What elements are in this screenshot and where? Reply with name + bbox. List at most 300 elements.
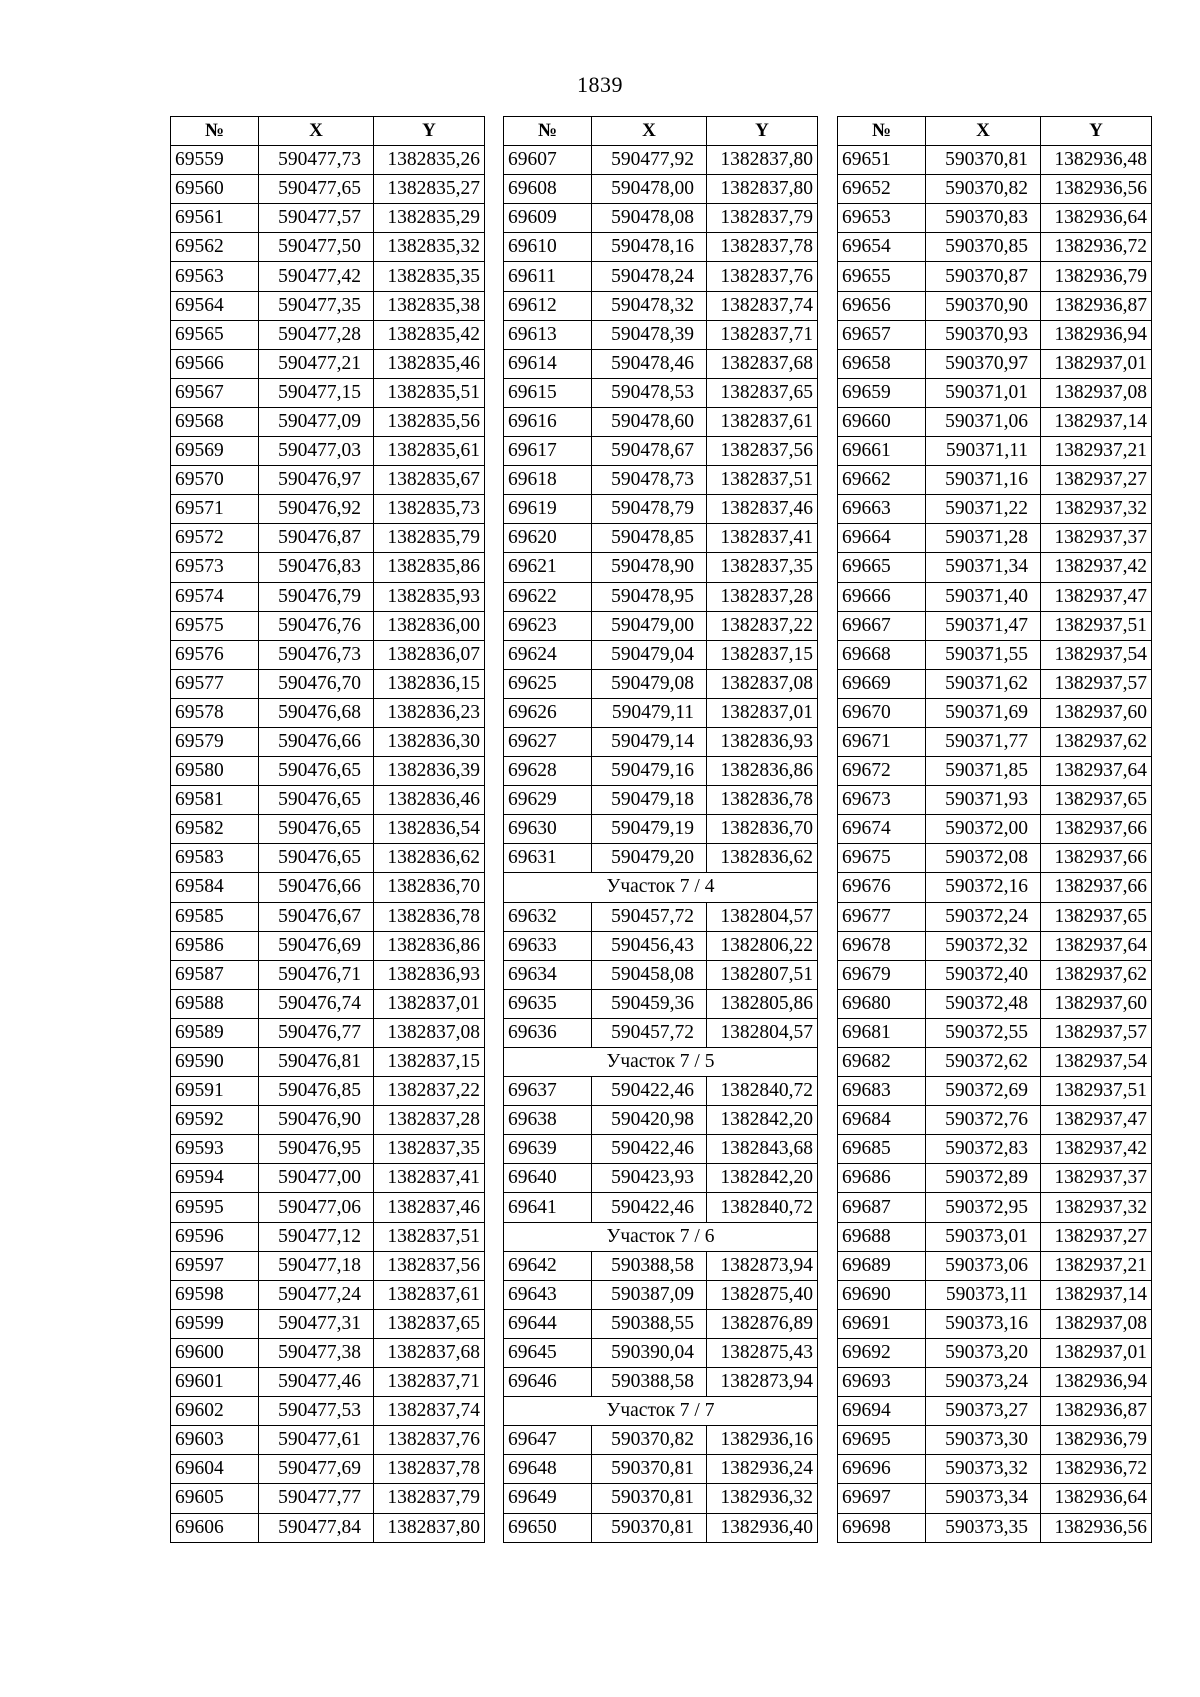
- point-number: 69617: [504, 437, 592, 466]
- y-coordinate: 1382937,47: [1041, 582, 1152, 611]
- y-coordinate: 1382875,43: [707, 1338, 818, 1367]
- point-number: 69610: [504, 233, 592, 262]
- y-coordinate: 1382837,22: [707, 611, 818, 640]
- table-row: [838, 524, 1152, 553]
- section-header-row: [504, 1048, 818, 1077]
- x-coordinate: 590479,04: [592, 640, 707, 669]
- table-row: [504, 611, 818, 640]
- table-row: [838, 1368, 1152, 1397]
- point-number: 69647: [504, 1426, 592, 1455]
- y-coordinate: 1382836,70: [374, 873, 485, 902]
- section-title: Участок 7 / 5: [504, 1048, 818, 1077]
- x-coordinate: 590371,06: [926, 407, 1041, 436]
- y-coordinate: 1382835,38: [374, 291, 485, 320]
- table-row: [504, 291, 818, 320]
- y-coordinate: 1382937,08: [1041, 1309, 1152, 1338]
- x-coordinate: 590478,60: [592, 407, 707, 436]
- y-coordinate: 1382837,65: [374, 1309, 485, 1338]
- point-number: 69653: [838, 204, 926, 233]
- y-coordinate: 1382837,22: [374, 1077, 485, 1106]
- table-row: [504, 1338, 818, 1367]
- table-row: [171, 495, 485, 524]
- y-coordinate: 1382937,14: [1041, 1280, 1152, 1309]
- point-number: 69590: [171, 1048, 259, 1077]
- point-number: 69612: [504, 291, 592, 320]
- point-number: 69560: [171, 175, 259, 204]
- y-coordinate: 1382837,61: [707, 407, 818, 436]
- y-coordinate: 1382937,08: [1041, 378, 1152, 407]
- point-number: 69674: [838, 815, 926, 844]
- x-coordinate: 590478,46: [592, 349, 707, 378]
- x-coordinate: 590371,01: [926, 378, 1041, 407]
- y-coordinate: 1382837,79: [707, 204, 818, 233]
- point-number: 69692: [838, 1338, 926, 1367]
- point-number: 69645: [504, 1338, 592, 1367]
- y-coordinate: 1382837,80: [707, 175, 818, 204]
- table-row: [838, 1048, 1152, 1077]
- point-number: 69628: [504, 757, 592, 786]
- section-title: Участок 7 / 4: [504, 873, 818, 902]
- x-coordinate: 590476,74: [259, 989, 374, 1018]
- table-row: [504, 931, 818, 960]
- table-row: [171, 1222, 485, 1251]
- point-number: 69679: [838, 960, 926, 989]
- point-number: 69686: [838, 1164, 926, 1193]
- y-coordinate: 1382936,94: [1041, 1368, 1152, 1397]
- y-coordinate: 1382837,76: [374, 1426, 485, 1455]
- x-coordinate: 590476,65: [259, 786, 374, 815]
- table-row: [171, 233, 485, 262]
- point-number: 69694: [838, 1397, 926, 1426]
- table-row: [838, 1106, 1152, 1135]
- table-row: [171, 873, 485, 902]
- table-row: [171, 262, 485, 291]
- y-coordinate: 1382836,15: [374, 669, 485, 698]
- point-number: 69573: [171, 553, 259, 582]
- point-number: 69591: [171, 1077, 259, 1106]
- point-number: 69599: [171, 1309, 259, 1338]
- x-coordinate: 590387,09: [592, 1280, 707, 1309]
- table-row: [504, 146, 818, 175]
- x-coordinate: 590476,65: [259, 844, 374, 873]
- table-row: [838, 1164, 1152, 1193]
- table-row: [171, 1426, 485, 1455]
- table-row: [504, 902, 818, 931]
- table-row: [838, 1280, 1152, 1309]
- y-coordinate: 1382936,87: [1041, 1397, 1152, 1426]
- x-coordinate: 590458,08: [592, 960, 707, 989]
- table-row: [838, 669, 1152, 698]
- x-coordinate: 590477,12: [259, 1222, 374, 1251]
- x-coordinate: 590423,93: [592, 1164, 707, 1193]
- x-coordinate: 590477,61: [259, 1426, 374, 1455]
- table-row: [171, 349, 485, 378]
- section-header-row: [504, 873, 818, 902]
- point-number: 69559: [171, 146, 259, 175]
- point-number: 69586: [171, 931, 259, 960]
- y-coordinate: 1382937,54: [1041, 1048, 1152, 1077]
- y-coordinate: 1382837,51: [374, 1222, 485, 1251]
- point-number: 69589: [171, 1018, 259, 1047]
- point-number: 69574: [171, 582, 259, 611]
- table-row: [838, 931, 1152, 960]
- point-number: 69633: [504, 931, 592, 960]
- point-number: 69600: [171, 1338, 259, 1367]
- y-coordinate: 1382836,93: [374, 960, 485, 989]
- x-coordinate: 590388,58: [592, 1251, 707, 1280]
- x-coordinate: 590479,19: [592, 815, 707, 844]
- y-coordinate: 1382937,32: [1041, 1193, 1152, 1222]
- x-coordinate: 590479,08: [592, 669, 707, 698]
- y-coordinate: 1382836,86: [374, 931, 485, 960]
- table-row: [504, 407, 818, 436]
- y-coordinate: 1382837,08: [374, 1018, 485, 1047]
- y-coordinate: 1382936,72: [1041, 233, 1152, 262]
- table-row: [838, 204, 1152, 233]
- table-row: [171, 466, 485, 495]
- point-number: 69622: [504, 582, 592, 611]
- x-coordinate: 590373,30: [926, 1426, 1041, 1455]
- y-coordinate: 1382937,01: [1041, 349, 1152, 378]
- x-coordinate: 590371,40: [926, 582, 1041, 611]
- section-header-row: [504, 1222, 818, 1251]
- point-number: 69576: [171, 640, 259, 669]
- table-row: [504, 989, 818, 1018]
- table-row: [171, 1280, 485, 1309]
- table-row: [171, 1309, 485, 1338]
- point-number: 69621: [504, 553, 592, 582]
- table-row: [171, 175, 485, 204]
- table-header-row: [171, 117, 485, 146]
- point-number: 69652: [838, 175, 926, 204]
- x-coordinate: 590478,24: [592, 262, 707, 291]
- point-number: 69657: [838, 320, 926, 349]
- y-coordinate: 1382835,56: [374, 407, 485, 436]
- y-coordinate: 1382936,72: [1041, 1455, 1152, 1484]
- point-number: 69684: [838, 1106, 926, 1135]
- x-coordinate: 590372,16: [926, 873, 1041, 902]
- y-coordinate: 1382937,37: [1041, 1164, 1152, 1193]
- table-header-row: [838, 117, 1152, 146]
- y-coordinate: 1382837,68: [707, 349, 818, 378]
- table-row: [838, 960, 1152, 989]
- x-coordinate: 590476,71: [259, 960, 374, 989]
- section-title: Участок 7 / 7: [504, 1397, 818, 1426]
- y-coordinate: 1382836,07: [374, 640, 485, 669]
- point-number: 69689: [838, 1251, 926, 1280]
- y-coordinate: 1382836,30: [374, 727, 485, 756]
- x-coordinate: 590476,95: [259, 1135, 374, 1164]
- table-row: [838, 1193, 1152, 1222]
- table-row: [504, 233, 818, 262]
- point-number: 69663: [838, 495, 926, 524]
- table-row: [838, 1222, 1152, 1251]
- x-coordinate: 590372,95: [926, 1193, 1041, 1222]
- x-coordinate: 590370,81: [592, 1455, 707, 1484]
- point-number: 69592: [171, 1106, 259, 1135]
- y-coordinate: 1382837,28: [707, 582, 818, 611]
- point-number: 69659: [838, 378, 926, 407]
- y-coordinate: 1382937,62: [1041, 727, 1152, 756]
- point-number: 69631: [504, 844, 592, 873]
- y-coordinate: 1382835,26: [374, 146, 485, 175]
- x-coordinate: 590477,15: [259, 378, 374, 407]
- point-number: 69585: [171, 902, 259, 931]
- y-coordinate: 1382937,47: [1041, 1106, 1152, 1135]
- table-row: [838, 582, 1152, 611]
- x-coordinate: 590373,01: [926, 1222, 1041, 1251]
- y-coordinate: 1382936,32: [707, 1484, 818, 1513]
- point-number: 69676: [838, 873, 926, 902]
- x-coordinate: 590370,93: [926, 320, 1041, 349]
- x-coordinate: 590478,32: [592, 291, 707, 320]
- table-row: [504, 524, 818, 553]
- point-number: 69675: [838, 844, 926, 873]
- point-number: 69588: [171, 989, 259, 1018]
- point-number: 69683: [838, 1077, 926, 1106]
- header-number: №: [838, 117, 926, 146]
- table-row: [838, 1338, 1152, 1367]
- table-row: [504, 1280, 818, 1309]
- table-row: [171, 320, 485, 349]
- x-coordinate: 590478,85: [592, 524, 707, 553]
- point-number: 69603: [171, 1426, 259, 1455]
- y-coordinate: 1382837,80: [374, 1513, 485, 1542]
- y-coordinate: 1382835,46: [374, 349, 485, 378]
- y-coordinate: 1382937,60: [1041, 989, 1152, 1018]
- x-coordinate: 590372,62: [926, 1048, 1041, 1077]
- table-row: [838, 786, 1152, 815]
- y-coordinate: 1382835,79: [374, 524, 485, 553]
- y-coordinate: 1382937,66: [1041, 844, 1152, 873]
- point-number: 69614: [504, 349, 592, 378]
- table-row: [504, 1106, 818, 1135]
- table-row: [504, 1484, 818, 1513]
- y-coordinate: 1382837,78: [707, 233, 818, 262]
- table-row: [838, 1135, 1152, 1164]
- x-coordinate: 590478,16: [592, 233, 707, 262]
- x-coordinate: 590477,42: [259, 262, 374, 291]
- table-row: [504, 349, 818, 378]
- y-coordinate: 1382837,01: [707, 698, 818, 727]
- point-number: 69577: [171, 669, 259, 698]
- y-coordinate: 1382842,20: [707, 1106, 818, 1135]
- point-number: 69620: [504, 524, 592, 553]
- x-coordinate: 590371,47: [926, 611, 1041, 640]
- table-row: [171, 902, 485, 931]
- y-coordinate: 1382837,74: [374, 1397, 485, 1426]
- y-coordinate: 1382937,27: [1041, 1222, 1152, 1251]
- point-number: 69579: [171, 727, 259, 756]
- point-number: 69566: [171, 349, 259, 378]
- x-coordinate: 590370,81: [926, 146, 1041, 175]
- y-coordinate: 1382837,78: [374, 1455, 485, 1484]
- table-row: [504, 553, 818, 582]
- x-coordinate: 590477,03: [259, 437, 374, 466]
- y-coordinate: 1382873,94: [707, 1368, 818, 1397]
- page-number: 1839: [577, 72, 623, 97]
- table-row: [504, 378, 818, 407]
- point-number: 69643: [504, 1280, 592, 1309]
- x-coordinate: 590459,36: [592, 989, 707, 1018]
- y-coordinate: 1382936,16: [707, 1426, 818, 1455]
- x-coordinate: 590372,76: [926, 1106, 1041, 1135]
- x-coordinate: 590371,93: [926, 786, 1041, 815]
- y-coordinate: 1382837,41: [374, 1164, 485, 1193]
- x-coordinate: 590477,84: [259, 1513, 374, 1542]
- y-coordinate: 1382836,93: [707, 727, 818, 756]
- point-number: 69634: [504, 960, 592, 989]
- table-row: [171, 931, 485, 960]
- x-coordinate: 590476,73: [259, 640, 374, 669]
- y-coordinate: 1382876,89: [707, 1309, 818, 1338]
- table-row: [171, 1193, 485, 1222]
- point-number: 69667: [838, 611, 926, 640]
- header-number: №: [171, 117, 259, 146]
- y-coordinate: 1382937,01: [1041, 1338, 1152, 1367]
- y-coordinate: 1382837,80: [707, 146, 818, 175]
- x-coordinate: 590476,65: [259, 757, 374, 786]
- y-coordinate: 1382837,71: [707, 320, 818, 349]
- table-row: [838, 1251, 1152, 1280]
- point-number: 69613: [504, 320, 592, 349]
- y-coordinate: 1382936,79: [1041, 262, 1152, 291]
- x-coordinate: 590371,77: [926, 727, 1041, 756]
- table-row: [504, 466, 818, 495]
- point-number: 69593: [171, 1135, 259, 1164]
- point-number: 69696: [838, 1455, 926, 1484]
- x-coordinate: 590373,35: [926, 1513, 1041, 1542]
- coordinates-table-2: [503, 116, 818, 1543]
- table-row: [504, 1077, 818, 1106]
- x-coordinate: 590477,00: [259, 1164, 374, 1193]
- x-coordinate: 590478,39: [592, 320, 707, 349]
- table-row: [171, 1397, 485, 1426]
- x-coordinate: 590370,85: [926, 233, 1041, 262]
- table-row: [504, 1193, 818, 1222]
- x-coordinate: 590477,73: [259, 146, 374, 175]
- table-row: [838, 1513, 1152, 1542]
- y-coordinate: 1382937,64: [1041, 757, 1152, 786]
- point-number: 69595: [171, 1193, 259, 1222]
- y-coordinate: 1382936,24: [707, 1455, 818, 1484]
- table-row: [504, 1455, 818, 1484]
- point-number: 69565: [171, 320, 259, 349]
- table-row: [171, 407, 485, 436]
- x-coordinate: 590457,72: [592, 1018, 707, 1047]
- x-coordinate: 590372,89: [926, 1164, 1041, 1193]
- y-coordinate: 1382837,56: [707, 437, 818, 466]
- y-coordinate: 1382937,54: [1041, 640, 1152, 669]
- x-coordinate: 590370,83: [926, 204, 1041, 233]
- x-coordinate: 590371,62: [926, 669, 1041, 698]
- point-number: 69665: [838, 553, 926, 582]
- point-number: 69561: [171, 204, 259, 233]
- x-coordinate: 590476,90: [259, 1106, 374, 1135]
- y-coordinate: 1382936,87: [1041, 291, 1152, 320]
- y-coordinate: 1382937,21: [1041, 1251, 1152, 1280]
- point-number: 69642: [504, 1251, 592, 1280]
- point-number: 69693: [838, 1368, 926, 1397]
- x-coordinate: 590479,14: [592, 727, 707, 756]
- y-coordinate: 1382936,56: [1041, 175, 1152, 204]
- table-row: [504, 262, 818, 291]
- point-number: 69654: [838, 233, 926, 262]
- x-coordinate: 590476,66: [259, 727, 374, 756]
- y-coordinate: 1382836,86: [707, 757, 818, 786]
- table-row: [171, 1135, 485, 1164]
- x-coordinate: 590422,46: [592, 1135, 707, 1164]
- x-coordinate: 590476,87: [259, 524, 374, 553]
- x-coordinate: 590422,46: [592, 1193, 707, 1222]
- x-coordinate: 590479,18: [592, 786, 707, 815]
- y-coordinate: 1382837,71: [374, 1368, 485, 1397]
- table-row: [838, 437, 1152, 466]
- table-row: [838, 1484, 1152, 1513]
- x-coordinate: 590371,85: [926, 757, 1041, 786]
- table-row: [838, 407, 1152, 436]
- x-coordinate: 590477,53: [259, 1397, 374, 1426]
- point-number: 69669: [838, 669, 926, 698]
- x-coordinate: 590478,90: [592, 553, 707, 582]
- point-number: 69619: [504, 495, 592, 524]
- table-row: [504, 960, 818, 989]
- y-coordinate: 1382837,46: [707, 495, 818, 524]
- y-coordinate: 1382837,46: [374, 1193, 485, 1222]
- y-coordinate: 1382937,62: [1041, 960, 1152, 989]
- point-number: 69575: [171, 611, 259, 640]
- x-coordinate: 590478,79: [592, 495, 707, 524]
- table-row: [171, 698, 485, 727]
- y-coordinate: 1382842,20: [707, 1164, 818, 1193]
- point-number: 69629: [504, 786, 592, 815]
- table-row: [504, 786, 818, 815]
- y-coordinate: 1382937,57: [1041, 669, 1152, 698]
- point-number: 69656: [838, 291, 926, 320]
- y-coordinate: 1382837,15: [707, 640, 818, 669]
- table-row: [504, 175, 818, 204]
- point-number: 69609: [504, 204, 592, 233]
- table-header-row: [504, 117, 818, 146]
- point-number: 69650: [504, 1513, 592, 1542]
- point-number: 69624: [504, 640, 592, 669]
- y-coordinate: 1382837,76: [707, 262, 818, 291]
- y-coordinate: 1382837,79: [374, 1484, 485, 1513]
- x-coordinate: 590477,06: [259, 1193, 374, 1222]
- point-number: 69581: [171, 786, 259, 815]
- point-number: 69632: [504, 902, 592, 931]
- table-row: [838, 175, 1152, 204]
- x-coordinate: 590476,69: [259, 931, 374, 960]
- table-row: [504, 815, 818, 844]
- y-coordinate: 1382936,40: [707, 1513, 818, 1542]
- point-number: 69637: [504, 1077, 592, 1106]
- y-coordinate: 1382937,21: [1041, 437, 1152, 466]
- x-coordinate: 590370,82: [592, 1426, 707, 1455]
- point-number: 69580: [171, 757, 259, 786]
- point-number: 69658: [838, 349, 926, 378]
- table-row: [171, 960, 485, 989]
- y-coordinate: 1382937,32: [1041, 495, 1152, 524]
- point-number: 69680: [838, 989, 926, 1018]
- y-coordinate: 1382936,94: [1041, 320, 1152, 349]
- x-coordinate: 590373,32: [926, 1455, 1041, 1484]
- table-row: [171, 1338, 485, 1367]
- header-number: №: [504, 117, 592, 146]
- y-coordinate: 1382937,57: [1041, 1018, 1152, 1047]
- table-row: [171, 582, 485, 611]
- x-coordinate: 590457,72: [592, 902, 707, 931]
